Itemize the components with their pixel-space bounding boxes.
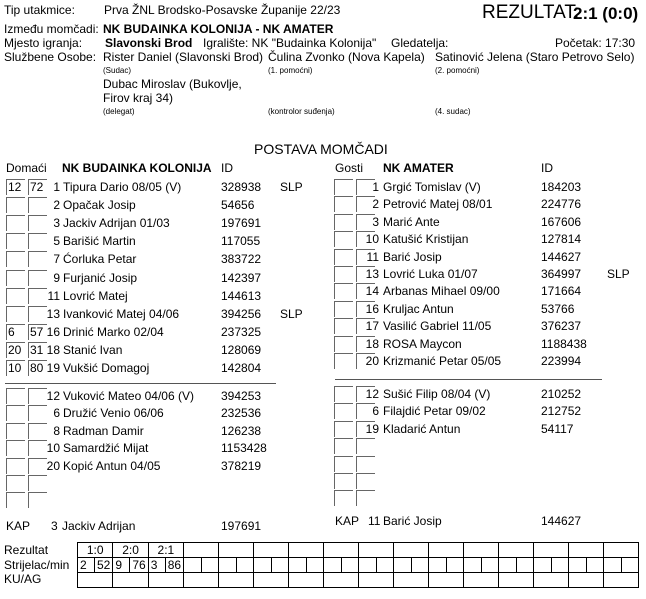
away-sub-goal-box[interactable] [334, 490, 353, 506]
home-sub-player-id: 394253 [221, 389, 262, 403]
home-starter-minute-box[interactable]: 31 [28, 342, 47, 358]
away-starter-player-id: 144627 [541, 249, 582, 264]
kickoff-value: Početak: 17:30 [555, 36, 636, 50]
home-starter-row [6, 179, 326, 197]
home-sub-goal-box[interactable] [6, 458, 25, 474]
away-starter-row [334, 179, 646, 197]
away-starter-row [334, 231, 646, 249]
goal-score-cell [499, 543, 534, 558]
away-sub-player-name: Sušić Filip 08/04 (V) [383, 387, 491, 401]
home-starter-player-id: 394256 [221, 306, 262, 321]
home-sub-player-id: 232536 [221, 406, 262, 421]
away-starter-player-number: 16 [365, 301, 379, 316]
goals-score-row [78, 543, 639, 558]
away-starter-player-name: ROSA Maycon [383, 336, 462, 351]
home-starter-goal-box[interactable]: 6 [6, 324, 25, 340]
away-starter-player-number: 11 [366, 249, 379, 264]
away-starter-row [334, 249, 646, 267]
goal-minute-cell [271, 558, 289, 573]
away-starter-player-number: 20 [365, 354, 379, 368]
pitch-value: Igralište: NK "Budainka Kolonija" [203, 36, 377, 50]
home-id-header: ID [221, 161, 233, 175]
match-type: Prva ŽNL Brodsko-Posavske Županije 22/23 [104, 3, 341, 17]
home-sub-goal-box[interactable] [6, 423, 25, 439]
home-sub-player-name: Radman Damir [63, 423, 144, 438]
away-starter-player-name: Arbanas Mihael 09/00 [383, 284, 500, 299]
goal-minute-cell [341, 558, 359, 573]
goal-ku-ag-cell [78, 573, 113, 588]
home-starter-player-name: Opačak Josip [63, 198, 136, 213]
away-id-header: ID [541, 161, 553, 175]
official-delegate-role: (delegat) [103, 107, 135, 116]
home-sub-player-name: Družić Venio 06/06 [63, 406, 164, 421]
home-starter-row [6, 324, 326, 342]
home-starter-player-name: Ćorluka Petar [63, 252, 137, 267]
goal-ku-ag-cell [464, 573, 499, 588]
official-delegate-name-line2: Firov kraj 34) [103, 91, 174, 105]
home-captain-number: 3 [51, 519, 58, 533]
home-starter-player-id: 328938 [221, 180, 262, 194]
home-starter-player-id: 117055 [221, 234, 261, 249]
home-starter-player-id: 237325 [221, 324, 262, 339]
away-starter-player-id: 376237 [541, 319, 582, 334]
official-assistant2-role: (2. pomoćni) [435, 66, 480, 75]
away-sub-player-id: 210252 [541, 387, 582, 401]
goal-scorer-cell [429, 558, 447, 573]
away-starter-player-number: 17 [365, 319, 379, 334]
goal-ku-ag-cell [569, 573, 604, 588]
away-starter-row [334, 301, 646, 319]
away-starter-player-note: SLP [607, 267, 630, 281]
away-sub-player-number: 6 [372, 404, 379, 419]
home-starter-player-name: Jackiv Adrijan 01/03 [63, 216, 170, 231]
goal-scorer-cell [219, 558, 237, 573]
goal-score-cell [569, 543, 604, 558]
home-sub-goal-box[interactable] [6, 388, 25, 404]
home-starter-player-name: Drinić Marko 02/04 [63, 324, 164, 339]
goals-label-result: Rezultat [4, 543, 49, 557]
away-side-label: Gosti [335, 161, 364, 175]
goal-score-cell [219, 543, 254, 558]
goal-minute-cell: 86 [165, 558, 183, 573]
home-team-name: NK BUDAINKA KOLONIJA [62, 161, 212, 175]
away-sub-row [334, 386, 646, 404]
away-starter-player-id: 53766 [541, 301, 575, 316]
away-starter-player-id: 224776 [541, 197, 582, 212]
home-starter-player-number: 9 [53, 270, 60, 285]
home-starter-player-name: Vukšić Domagoj [63, 361, 150, 375]
official-referee-name: Rister Daniel (Slavonski Brod) [103, 50, 264, 64]
goal-scorer-cell [464, 558, 482, 573]
home-starter-goal-box[interactable] [6, 233, 25, 249]
home-sub-row [6, 475, 326, 493]
away-starter-player-name: Lovrić Luka 01/07 [383, 267, 478, 281]
goal-minute-cell: 76 [130, 558, 148, 573]
away-starter-row [334, 336, 646, 354]
goal-score-cell [429, 543, 464, 558]
away-sub-goal-box[interactable] [334, 473, 353, 489]
away-starter-player-number: 3 [372, 214, 379, 229]
goal-score-cell: 2:0 [113, 543, 148, 558]
goal-minute-cell [236, 558, 254, 573]
goals-table [77, 542, 639, 588]
home-starter-row [6, 233, 326, 251]
goal-ku-ag-cell [394, 573, 429, 588]
goals-label-scorer: Strijelac/min [4, 557, 70, 572]
goal-scorer-cell: 2 [78, 558, 95, 573]
home-starter-player-number: 19 [46, 361, 60, 375]
match-type-label: Tip utakmice: [4, 3, 75, 17]
home-starter-goal-box[interactable] [6, 270, 25, 286]
home-starter-goal-box[interactable] [6, 251, 25, 267]
goals-row-labels [4, 543, 69, 587]
goals-scorer-row [78, 558, 639, 573]
goal-minute-cell [201, 558, 219, 573]
goal-minute-cell [621, 558, 639, 573]
home-starter-player-id: 197691 [221, 216, 262, 231]
goal-scorer-cell [184, 558, 202, 573]
away-sub-row [334, 473, 646, 491]
official-referee-role: (Sudac) [103, 66, 132, 75]
goal-score-cell [464, 543, 499, 558]
away-starter-player-name: Vasilić Gabriel 11/05 [383, 319, 492, 334]
away-starter-player-id: 127814 [541, 232, 582, 247]
home-starter-row [6, 197, 326, 215]
home-sub-row [6, 405, 326, 423]
goal-ku-ag-cell [219, 573, 254, 588]
away-starter-player-name: Marić Ante [383, 214, 440, 229]
goal-minute-cell [446, 558, 464, 573]
home-sub-row [6, 440, 326, 458]
away-sub-goal-box[interactable] [334, 438, 353, 454]
spectators-label: Gledatelja: [391, 36, 449, 50]
home-sub-player-id: 378219 [221, 458, 262, 473]
official-assistant1-name: Čulina Zvonko (Nova Kapela) [268, 50, 425, 64]
goal-ku-ag-cell [534, 573, 569, 588]
away-starter-player-name: Grgić Tomislav (V) [383, 180, 481, 194]
goal-minute-cell [516, 558, 534, 573]
home-sub-minute-box[interactable] [28, 492, 47, 508]
goal-ku-ag-cell [499, 573, 534, 588]
home-starter-player-note: SLP [280, 306, 303, 321]
result-label: REZULTAT: [482, 2, 580, 23]
home-starter-player-number: 5 [53, 234, 60, 249]
home-starter-player-name: Furjanić Josip [63, 270, 138, 285]
home-starter-player-number: 16 [46, 324, 60, 339]
official-assistant2-name: Satinović Jelena (Staro Petrovo Selo) [435, 50, 635, 64]
away-sub-row [334, 421, 646, 439]
goal-score-cell [394, 543, 429, 558]
officials-label: Službene Osobe: [4, 50, 97, 64]
home-starter-player-id: 144613 [221, 288, 262, 303]
goal-minute-cell [411, 558, 429, 573]
goal-scorer-cell: 3 [148, 558, 165, 573]
home-starter-player-name: Lovrić Matej [63, 288, 128, 303]
home-starter-player-number: 11 [47, 288, 60, 303]
away-captain-id: 144627 [541, 514, 582, 528]
goal-scorer-cell [324, 558, 342, 573]
away-starter-player-number: 13 [365, 267, 379, 281]
away-sub-row [334, 438, 646, 456]
home-sub-player-id: 126238 [221, 423, 262, 438]
away-sub-player-name: Kladarić Antun [383, 421, 461, 436]
home-starter-minute-box[interactable]: 72 [28, 179, 47, 195]
home-sub-goal-box[interactable] [6, 440, 25, 456]
goals-ku-ag-row [78, 573, 639, 588]
venue-label: Mjesto igranja: [4, 36, 83, 50]
away-starter-player-name: Krizmanić Petar 05/05 [383, 354, 502, 368]
home-captain-label: KAP [6, 519, 31, 533]
away-starter-player-number: 14 [365, 284, 379, 299]
goal-score-cell [324, 543, 359, 558]
goal-ku-ag-cell [184, 573, 219, 588]
teams-value: NK BUDAINKA KOLONIJA - NK AMATER [103, 22, 334, 36]
goal-scorer-cell [499, 558, 517, 573]
home-sub-row [6, 423, 326, 441]
goals-label-ku-ag: KU/AG [4, 572, 42, 586]
home-sub-goal-box[interactable] [6, 405, 25, 421]
home-starter-minute-box[interactable]: 80 [28, 360, 47, 376]
goal-scorer-cell [254, 558, 272, 573]
away-starter-row [334, 283, 646, 301]
away-captain-name: Barić Josip [383, 514, 442, 528]
away-starter-player-name: Kruljac Antun [383, 301, 454, 316]
home-captain-name: Jackiv Adrijan [62, 519, 136, 533]
home-starter-row [6, 270, 326, 288]
home-sub-goal-box[interactable] [6, 475, 25, 491]
home-starter-row [6, 215, 326, 233]
home-sub-player-number: 10 [46, 441, 60, 456]
goal-ku-ag-cell [113, 573, 148, 588]
goal-ku-ag-cell [148, 573, 183, 588]
goal-minute-cell [481, 558, 499, 573]
goal-scorer-cell [604, 558, 622, 573]
home-sub-player-name: Kopić Antun 04/05 [63, 458, 161, 473]
away-sub-minute-box[interactable] [356, 456, 375, 472]
goal-score-cell [604, 543, 639, 558]
home-sub-goal-box[interactable] [6, 492, 25, 508]
away-starter-player-id: 223994 [541, 354, 582, 368]
home-starter-player-id: 142804 [221, 361, 262, 375]
home-starter-goal-box[interactable]: 10 [6, 360, 25, 376]
away-sub-player-name: Filajdić Petar 09/02 [383, 404, 486, 419]
away-sub-minute-box[interactable] [356, 490, 375, 506]
away-sub-goal-box[interactable] [334, 456, 353, 472]
home-sub-player-number: 20 [46, 458, 60, 473]
away-sub-minute-box[interactable] [356, 473, 375, 489]
home-starter-row [6, 251, 326, 269]
home-starter-player-number: 3 [53, 216, 60, 231]
goal-score-cell: 1:0 [78, 543, 113, 558]
away-starter-player-id: 1188438 [541, 336, 587, 351]
home-sub-player-number: 12 [46, 389, 60, 403]
goal-scorer-cell [289, 558, 307, 573]
home-starter-player-number: 18 [46, 342, 60, 357]
goal-minute-cell [586, 558, 604, 573]
away-divider [335, 379, 602, 380]
home-sub-player-number: 8 [53, 423, 60, 438]
home-starter-player-number: 7 [53, 252, 60, 267]
away-starter-row [334, 196, 646, 214]
official-controller-role: (kontrolor suđenja) [268, 107, 335, 116]
home-side-label: Domaći [6, 161, 47, 175]
home-starter-goal-box[interactable] [6, 215, 25, 231]
home-starter-player-id: 142397 [221, 270, 262, 285]
goal-ku-ag-cell [604, 573, 639, 588]
away-starter-player-name: Katušić Kristijan [383, 232, 469, 247]
away-starter-player-number: 1 [372, 180, 379, 194]
goal-minute-cell [551, 558, 569, 573]
away-starter-row [334, 353, 646, 371]
goal-score-cell [289, 543, 324, 558]
home-starter-goal-box[interactable] [6, 306, 25, 322]
home-captain-id: 197691 [221, 519, 262, 533]
home-sub-player-name: Samardžić Mijat [63, 441, 149, 456]
result-value: 2:1 (0:0) [573, 4, 639, 23]
away-sub-row [334, 490, 646, 508]
away-starter-player-id: 184203 [541, 180, 582, 194]
home-starter-row [6, 288, 326, 306]
away-team-name: NK AMATER [383, 161, 454, 175]
goal-score-cell [359, 543, 394, 558]
home-sub-player-number: 6 [53, 406, 60, 421]
goal-score-cell: 2:1 [148, 543, 183, 558]
home-starter-player-number: 2 [53, 198, 60, 213]
away-starter-row [334, 318, 646, 336]
home-starter-row [6, 342, 326, 360]
home-starter-goal-box[interactable] [6, 288, 25, 304]
home-sub-row [6, 458, 326, 476]
lineup-title: POSTAVA MOMČADI [254, 141, 388, 157]
goal-scorer-cell: 9 [113, 558, 130, 573]
venue-value: Slavonski Brod [105, 36, 193, 50]
goal-score-cell [534, 543, 569, 558]
away-captain-number: 11 [368, 514, 381, 528]
away-sub-player-id: 212752 [541, 404, 582, 419]
goal-scorer-cell [569, 558, 587, 573]
away-sub-row [334, 403, 646, 421]
away-starter-player-name: Barić Josip [383, 249, 442, 264]
goal-scorer-cell [534, 558, 552, 573]
home-starter-player-name: Barišić Martin [63, 234, 136, 249]
home-starter-player-number: 13 [46, 306, 60, 321]
goal-score-cell [254, 543, 289, 558]
official-delegate-name-line1: Dubac Miroslav (Bukovlje, [103, 77, 242, 91]
goal-ku-ag-cell [289, 573, 324, 588]
home-starter-row [6, 306, 326, 324]
home-divider [5, 383, 276, 384]
home-starter-player-name: Ivanković Matej 04/06 [63, 306, 180, 321]
away-captain-label: KAP [335, 514, 360, 528]
goal-scorer-cell [359, 558, 377, 573]
goal-minute-cell: 52 [95, 558, 113, 573]
away-sub-row [334, 456, 646, 474]
home-starter-player-id: 383722 [221, 252, 262, 267]
home-sub-minute-box[interactable] [28, 475, 47, 491]
home-starter-goal-box[interactable] [6, 197, 25, 213]
goal-ku-ag-cell [429, 573, 464, 588]
away-sub-player-id: 54117 [541, 421, 574, 436]
home-starter-player-note: SLP [280, 180, 303, 194]
official-fourth-role: (4. sudac) [435, 107, 471, 116]
official-assistant1-role: (1. pomoćni) [268, 66, 313, 75]
away-starter-player-name: Petrović Matej 08/01 [383, 197, 493, 212]
home-starter-row [6, 360, 326, 378]
home-starter-player-id: 54656 [221, 198, 255, 213]
home-starter-player-number: 1 [53, 180, 60, 194]
home-starter-goal-box[interactable]: 20 [6, 342, 25, 358]
home-starter-player-name: Tipura Dario 08/05 (V) [63, 180, 182, 194]
away-sub-player-number: 12 [365, 387, 379, 401]
away-starter-player-id: 171664 [541, 284, 582, 299]
home-starter-minute-box[interactable]: 57 [28, 324, 47, 340]
home-sub-row [6, 388, 326, 406]
away-sub-player-number: 19 [365, 421, 379, 436]
goal-score-cell [184, 543, 219, 558]
home-starter-player-name: Stanić Ivan [63, 342, 123, 357]
away-starter-player-number: 18 [365, 336, 379, 351]
away-starter-row [334, 214, 646, 232]
teams-label: Između momčadi: [4, 22, 99, 36]
away-starter-player-id: 364997 [541, 267, 582, 281]
away-starter-player-number: 10 [365, 232, 379, 247]
home-sub-row [6, 492, 326, 510]
goal-ku-ag-cell [359, 573, 394, 588]
away-starter-row [334, 266, 646, 284]
goal-scorer-cell [394, 558, 412, 573]
away-sub-minute-box[interactable] [356, 438, 375, 454]
goal-minute-cell [376, 558, 394, 573]
away-starter-player-number: 2 [372, 197, 379, 212]
goal-ku-ag-cell [324, 573, 359, 588]
away-starter-player-id: 167606 [541, 214, 582, 229]
home-sub-player-name: Vuković Mateo 04/06 (V) [63, 389, 194, 403]
home-sub-player-id: 1153428 [221, 441, 267, 456]
goal-minute-cell [306, 558, 324, 573]
home-starter-player-id: 128069 [221, 342, 262, 357]
goal-ku-ag-cell [254, 573, 289, 588]
home-starter-goal-box[interactable]: 12 [6, 179, 25, 195]
